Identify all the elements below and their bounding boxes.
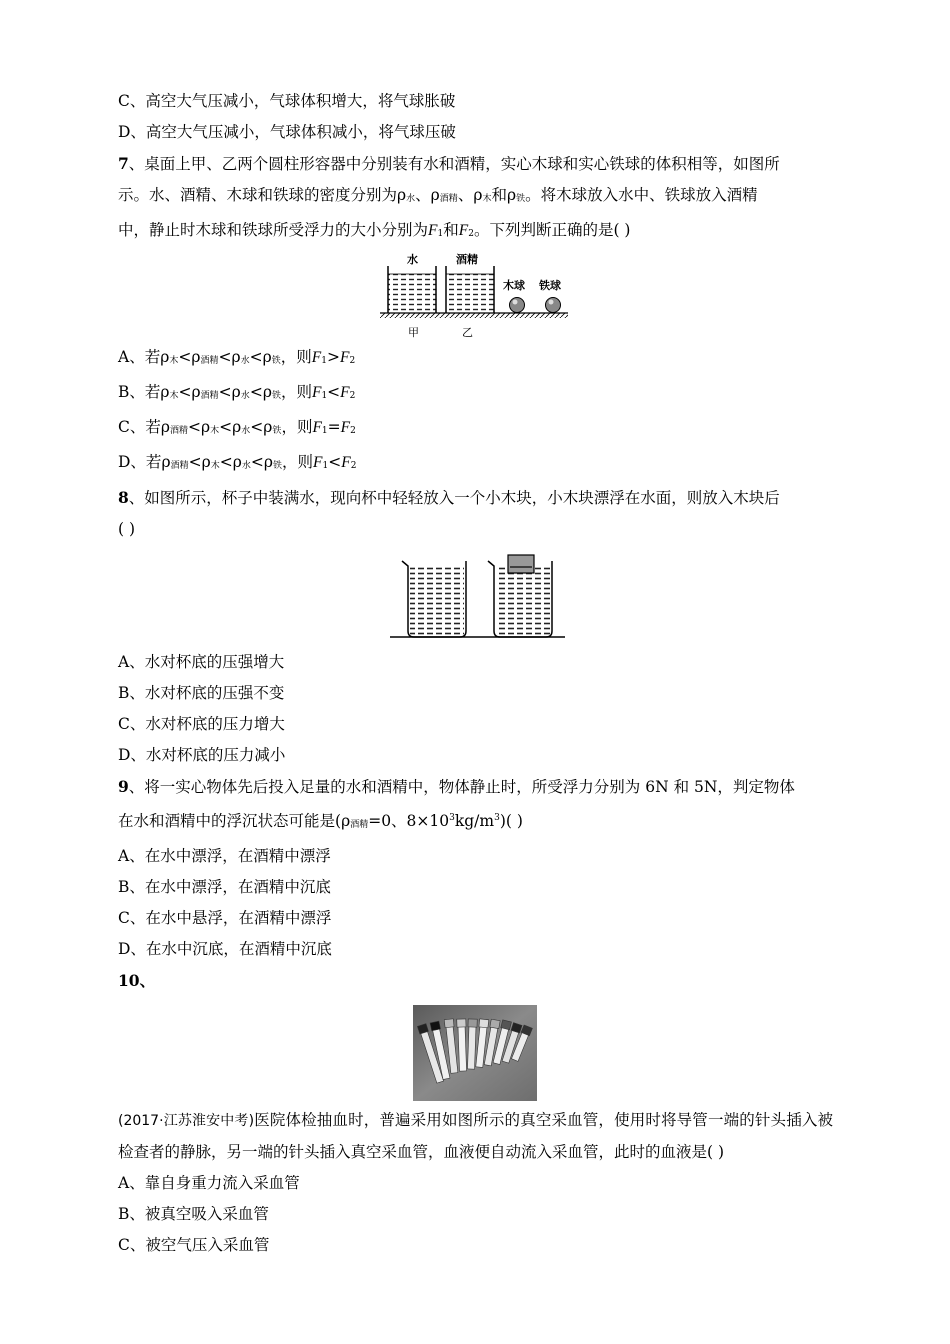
q6-option-d: D、高空大气压减小，气球体积减小，将气球压破 [118,123,456,141]
q9-stem-line-2: 在水和酒精中的浮沉状态可能是($\rho_{酒精}=0$、$8\times 10^3kg/m^3$)( ) [118,812,523,830]
q7-stem-text-2b: 。将木球放入水中、铁球放入酒精 [525,186,758,204]
rho-wood: $\rho_木$ [473,186,492,204]
iron-ball [538,278,561,313]
q8-stem-line-1 [118,482,833,514]
q7-stem-line-3: 中，静止时木球和铁球所受浮力的大小分别为$F_1$和$F_2$。下列判断正确的是( ) [118,221,631,239]
q7-stem-line-2: 示。水、酒精、木球和铁球的密度分别为$\rho_水$、$\rho_{酒精}$、$\rho_木$和$\rho_铁$。将木球放入水中、铁球放入酒精 [118,186,758,204]
rho-iron: $\rho_铁$ [506,186,526,204]
q7-option-c: C、若$\rho_{酒精}<\rho_木<\rho_水<\rho_铁$，则$F_1=F_2$ [118,418,356,436]
q8-stem-line-2: ( ) [118,520,136,538]
q10-option-c: C、被空气压入采血管 [118,1236,270,1254]
q9-number: 9 [118,777,129,796]
wood-ball [503,278,525,313]
q10-heading: 10、 [118,971,156,990]
q9-stem-line-1 [118,771,833,803]
q8-option-a: A、水对杯底的压强增大 [118,653,285,671]
label-jia: 甲 [408,326,419,339]
q10-option-a: A、靠自身重力流入采血管 [118,1174,300,1192]
beaker-with-floating-block [488,555,552,637]
label-yi: 乙 [462,326,473,339]
q9-stem-text: 、将一实心物体先后投入足量的水和酒精中，物体静止时，所受浮力分别为 6N 和 5N，判定物体 [128,778,795,796]
q7-option-d: D、若$\rho_{酒精}<\rho_木<\rho_水<\rho_铁$，则$F_1<F_2$ [118,453,357,471]
label-water: 水 [407,253,418,266]
q7-number: 7 [118,154,129,173]
q7-containers-figure [376,252,576,342]
q10-number: 10 [118,971,140,990]
rho-alcohol: $\rho_{酒精}$ [430,186,458,204]
label-alcohol: 酒精 [456,253,478,266]
q7-stem-line-1 [118,148,833,180]
q9-option-c: C、在水中悬浮，在酒精中漂浮 [118,909,332,927]
q9-option-a: A、在水中漂浮，在酒精中漂浮 [118,847,331,865]
label-iron-ball: 铁球 [539,279,561,292]
q10-stem-text: 医院体检抽血时，普遍采用如图所示的真空采血管，使用时将导管一端的针头插入被检查者的静脉，另一端的针头插入真空采血管，血液便自动流入采血管，此时的血液是( ) [118,1111,833,1161]
q8-number: 8 [118,488,129,507]
q7-stem-text-3a: 中，静止时木球和铁球所受浮力的大小分别为 [118,221,429,239]
q9-option-b: B、在水中漂浮，在酒精中沉底 [118,878,331,896]
q7-option-a: A、若$\rho_木<\rho_{酒精}<\rho_水<\rho_铁$，则$F_1>F_2$ [118,348,356,366]
q8-option-c: C、水对杯底的压力增大 [118,715,285,733]
label-wood-ball: 木球 [503,279,525,292]
q8-option-b: B、水对杯底的压强不变 [118,684,285,702]
document-page [118,86,833,1261]
q8-option-d: D、水对杯底的压力减小 [118,746,286,764]
q10-stem [118,1105,833,1168]
q7-stem-text-3b: 。下列判断正确的是( ) [473,221,631,239]
q9-option-d: D、在水中沉底，在酒精中沉底 [118,940,332,958]
q6-option-c: C、高空大气压减小，气球体积增大，将气球胀破 [118,92,456,110]
floating-wood-block [508,555,534,573]
q10-source: (2017·江苏淮安中考) [118,1113,255,1129]
container-yi-alcohol [446,252,494,339]
beaker-without-block [402,561,466,637]
container-jia-water [388,252,436,339]
q7-option-b: B、若$\rho_木<\rho_{酒精}<\rho_水<\rho_铁$，则$F_1<F_2$ [118,383,356,401]
rho-water: $\rho_水$ [397,186,416,204]
q8-stem-text: 、如图所示，杯子中装满水，现向杯中轻轻放入一个小木块，小木块漂浮在水面，则放入木块后 [128,489,780,507]
q7-stem-text-2a: 示。水、酒精、木球和铁球的密度分别为 [118,186,398,204]
q7-stem-text-1: 、桌面上甲、乙两个圆柱形容器中分别装有水和酒精，实心木球和实心铁球的体积相等，如图所 [128,155,780,173]
vacuum-blood-tubes-photo [413,1005,537,1101]
q10-option-b: B、被真空吸入采血管 [118,1205,269,1223]
q8-beakers-figure [390,551,565,643]
